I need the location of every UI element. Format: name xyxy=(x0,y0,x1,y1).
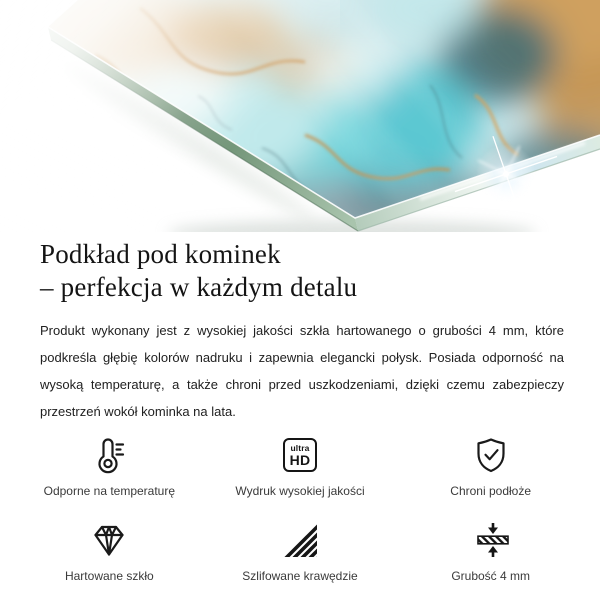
shield-check-icon xyxy=(471,435,511,475)
title-line-2: – perfekcja w każdym detalu xyxy=(40,272,358,302)
glass-panel-image xyxy=(0,0,600,232)
thickness-4mm-icon xyxy=(471,520,511,560)
title-line-1: Podkład pod kominek xyxy=(40,239,281,269)
feature-icon-wrap xyxy=(471,518,511,562)
feature-polished-edges xyxy=(205,518,396,583)
content-block xyxy=(0,238,600,425)
feature-icon-wrap xyxy=(471,433,511,477)
feature-icon-wrap xyxy=(283,433,317,477)
product-description: Produkt wykonany jest z wysokiej jakości szkła hartowanego o grubości 4 mm, które podkreśla głębię kolorów nadruku i zapewnia elegancki połysk. Posiada odporność na wysoką temperaturę, a także chroni przed uszkodzeniami, dzięki czemu zabezpieczy przestrzeń wokół kominka na lata. xyxy=(40,323,564,419)
feature-label: Wydruk wysokiej jakości xyxy=(235,484,365,498)
page-title xyxy=(40,238,560,304)
feature-label: Chroni podłoże xyxy=(450,484,532,498)
feature-icon-wrap xyxy=(89,433,129,477)
feature-label: Grubość 4 mm xyxy=(451,569,530,583)
thermometer-icon xyxy=(89,435,129,475)
feature-icon-wrap xyxy=(280,518,320,562)
product-photo xyxy=(0,0,600,232)
feature-protects-floor xyxy=(395,433,586,498)
polished-edges-icon xyxy=(280,520,320,560)
ultra-hd-icon-text-top: ultra xyxy=(290,442,310,453)
diamond-icon xyxy=(89,520,129,560)
feature-label: Odporne na temperaturę xyxy=(43,484,176,498)
feature-tempered-glass xyxy=(14,518,205,583)
ultra-hd-icon xyxy=(283,438,317,472)
feature-label: Hartowane szkło xyxy=(64,569,154,583)
feature-grid xyxy=(0,433,600,583)
feature-icon-wrap xyxy=(89,518,129,562)
ultra-hd-icon-text-bottom: HD xyxy=(289,451,311,468)
feature-label: Szlifowane krawędzie xyxy=(242,569,358,583)
feature-temperature-resistant xyxy=(14,433,205,498)
feature-thickness xyxy=(395,518,586,583)
feature-print-quality xyxy=(205,433,396,498)
